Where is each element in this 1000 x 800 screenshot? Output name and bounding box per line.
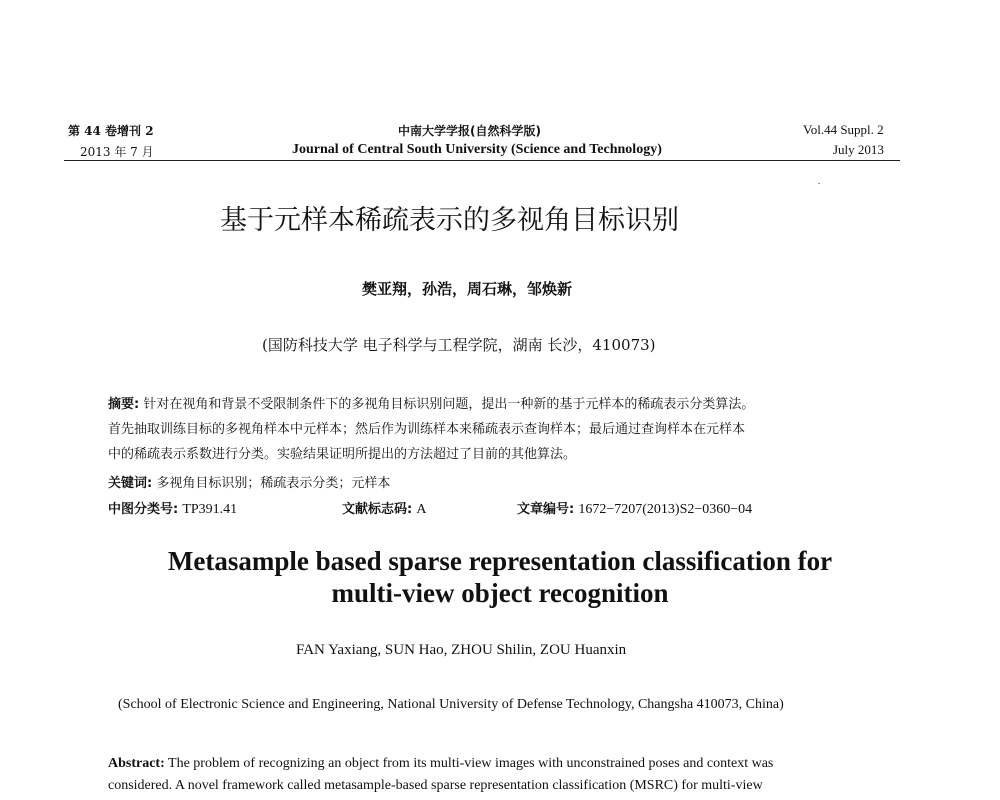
paper-title-cn: 基于元样本稀疏表示的多视角目标识别 <box>220 205 679 236</box>
article-number <box>517 498 752 518</box>
document-code <box>342 498 426 518</box>
keywords-cn-text: 多视角目标识别；稀疏表示分类；元样本 <box>156 476 391 491</box>
header-date-cn: 2013 年 7 月 <box>80 145 154 159</box>
affiliation-en: (School of Electronic Science and Engineering, National University of Defense Technology, Changsha 410073, China) <box>118 697 784 712</box>
keywords-cn-label: 关键词: <box>108 476 153 491</box>
document-code-label: 文献标志码: <box>342 502 413 517</box>
abstract-en-line-1 <box>108 756 773 772</box>
abstract-en-text-2: considered. A novel framework called metasample-based sparse representation classification (MSRC) for multi-view <box>108 778 763 793</box>
abstract-cn-line-1 <box>108 393 754 412</box>
authors-en: FAN Yaxiang, SUN Hao, ZHOU Shilin, ZOU Huanxin <box>296 642 627 658</box>
header-journal-title-en: Journal of Central South University (Science and Technology) <box>292 142 662 157</box>
header-rule <box>64 160 900 161</box>
header-date-en: July 2013 <box>833 142 884 157</box>
abstract-en-label: Abstract: <box>108 756 165 771</box>
clc-number <box>108 498 237 518</box>
document-code-value: A <box>416 502 427 517</box>
abstract-en-text-1: The problem of recognizing an object from its multi-view images with unconstrained poses and context was <box>168 756 774 771</box>
abstract-cn-text-2: 首先抽取训练目标的多视角样本中元样本；然后作为训练样本来稀疏表示查询样本；最后通过查询样本在元样本 <box>108 422 746 437</box>
affiliation-cn: (国防科技大学 电子科学与工程学院，湖南 长沙，410073) <box>262 336 656 354</box>
abstract-cn-text-3: 中的稀疏表示系数进行分类。实验结果证明所提出的方法超过了目前的其他算法。 <box>108 447 577 462</box>
keywords-cn <box>108 472 390 491</box>
header-journal-title-cn: 中南大学学报(自然科学版) <box>398 124 541 138</box>
clc-label: 中图分类号: <box>108 502 179 517</box>
clc-value: TP391.41 <box>182 502 238 517</box>
header-volume-issue-en: Vol.44 Suppl. 2 <box>803 122 884 137</box>
abstract-cn-label: 摘要: <box>108 397 140 412</box>
authors-cn: 樊亚翔，孙浩，周石琳，邹焕新 <box>362 280 573 298</box>
article-number-label: 文章编号: <box>517 502 575 517</box>
abstract-cn-text-1: 针对在视角和背景不受限制条件下的多视角目标识别问题，提出一种新的基于元样本的稀疏表示分类算法。 <box>143 397 755 412</box>
header-volume-issue-cn: 第 44 卷增刊 2 <box>68 124 154 138</box>
paper-title-en-line-1: Metasample based sparse representation classification for <box>167 546 833 576</box>
article-number-value: 1672−7207(2013)S2−0360−04 <box>578 502 753 517</box>
paper-title-en-line-2: multi-view object recognition <box>331 578 669 608</box>
scan-speck <box>818 183 820 184</box>
